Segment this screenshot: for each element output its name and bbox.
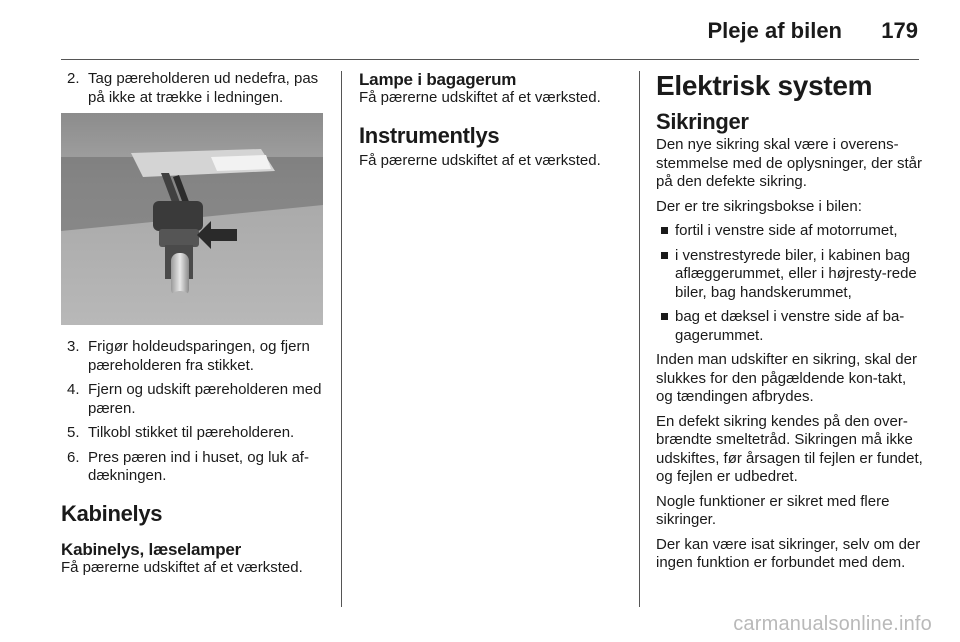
step-item — [61, 338, 329, 375]
step-text: Pres pæren ind i huset, og luk af-dækningen. — [88, 448, 309, 484]
step-number: 6. — [67, 448, 80, 466]
step-text: Tag pæreholderen ud nedefra, pas på ikke at trække i ledningen. — [88, 70, 319, 106]
page-number: 179 — [881, 18, 918, 43]
paragraph: Den nye sikring skal være i overens-stemmelse med de oplysninger, der står på den defekte sikring. — [656, 136, 922, 190]
list-item: bag et dæksel i venstre side af ba-gagerummet. — [656, 308, 924, 345]
column-right — [656, 70, 924, 579]
bulb-holder-image — [61, 113, 323, 325]
bulb — [171, 253, 189, 297]
step-text: Fjern og udskift pæreholderen med pæren. — [88, 381, 322, 417]
step-text: Frigør holdeudsparingen, og fjern pæreholderen fra stikket. — [88, 338, 310, 374]
chapter-title: Elektrisk system — [656, 70, 873, 101]
bulb-holder-illustration — [61, 113, 323, 325]
paragraph: Nogle funktioner er sikret med flere sikringer. — [656, 492, 890, 528]
step-item — [61, 381, 329, 418]
subsection-title-bagagerum: Lampe i bagagerum — [359, 70, 517, 89]
list-item: fortil i venstre side af motorrumet, — [656, 222, 924, 241]
paragraph: Der kan være isat sikringer, selv om der ingen funktion er forbundet med dem. — [656, 535, 921, 571]
section-text: Få pærerne udskiftet af et værksted. — [359, 151, 601, 169]
step-text: Tilkobl stikket til pæreholderen. — [88, 424, 295, 441]
step-number: 4. — [67, 381, 80, 398]
step-item — [61, 424, 329, 443]
step-number: 5. — [67, 424, 80, 441]
subsection-title-laeselamper: Kabinelys, læselamper — [61, 539, 242, 559]
column-divider-right — [639, 71, 640, 607]
step-item — [61, 70, 329, 107]
column-middle — [359, 70, 625, 176]
paragraph: En defekt sikring kendes på den over-brændte smeltetråd. Sikringen må ikke udskiftes, før årsagen til fejlen er fundet, og fejlen er udbedret. — [656, 412, 923, 485]
steps-list-top — [61, 70, 329, 107]
paragraph: Der er tre sikringsbokse i bilen: — [656, 197, 862, 215]
watermark: carmanualsonline.info — [733, 613, 932, 635]
column-divider-left — [341, 71, 342, 607]
list-item: i venstrestyrede biler, i kabinen bag aflæggerummet, eller i højresty-rede biler, bag handskerummet, — [656, 247, 924, 303]
page-header — [0, 0, 960, 58]
section-title-sikringer: Sikringer — [656, 109, 749, 134]
section-title-instrumentlys: Instrumentlys — [359, 122, 500, 148]
header-title: Pleje af bilen — [707, 18, 842, 43]
bulb-tip — [170, 291, 190, 303]
subsection-text: Få pærerne udskiftet af et værksted. — [61, 558, 303, 576]
holder-collar — [159, 229, 199, 247]
column-left — [61, 70, 329, 583]
step-number: 3. — [67, 338, 80, 355]
connector — [153, 201, 203, 231]
step-item — [61, 449, 329, 486]
section-title-kabinelys: Kabinelys — [61, 500, 163, 526]
steps-list-bottom — [61, 338, 329, 486]
lamp-lens — [211, 155, 271, 171]
paragraph: Inden man udskifter en sikring, skal der slukkes for den pågældende kon-takt, og tændingen afbrydes. — [656, 351, 917, 405]
subsection-text: Få pærerne udskiftet af et værksted. — [359, 89, 601, 106]
step-number: 2. — [67, 70, 80, 87]
fuse-box-list — [656, 222, 924, 345]
header-rule — [61, 59, 919, 60]
